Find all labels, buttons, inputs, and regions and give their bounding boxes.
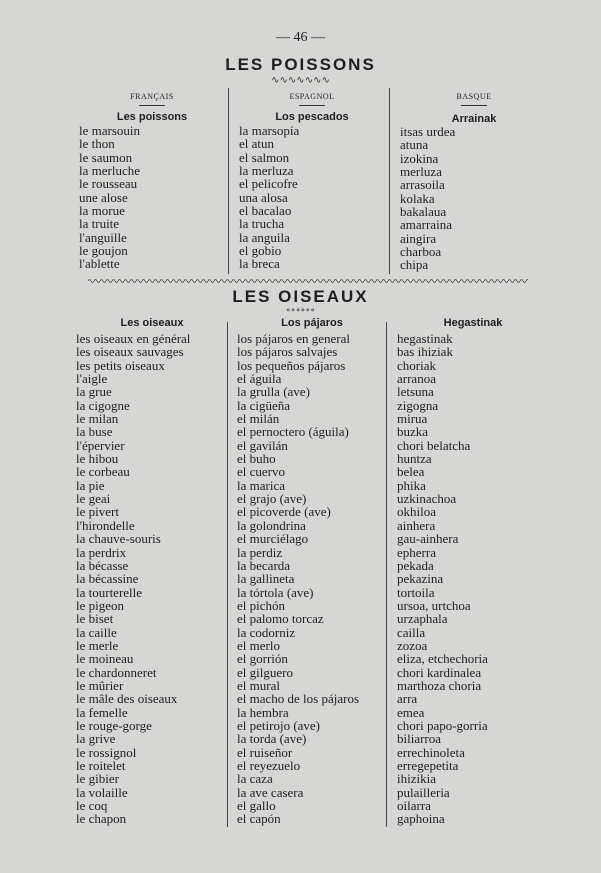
title-ornament: ∿∿∿∿∿∿∿ (271, 75, 330, 86)
list-item: okhiloa (397, 504, 436, 520)
list-item: l'aigle (76, 371, 108, 387)
list-item: chori kardinalea (397, 664, 482, 680)
list-item: le corbeau (76, 464, 130, 480)
birds-heading-french: Les oiseaux (120, 317, 184, 329)
list-item: la bécassine (76, 571, 139, 587)
list-item: la grue (76, 384, 112, 400)
list-item: ursoa, urtchoa (397, 597, 471, 613)
list-item: le moineau (76, 651, 134, 667)
list-item: kolaka (400, 190, 435, 206)
section-divider-wave (88, 278, 528, 284)
fish-list-basque (400, 125, 455, 272)
list-item: eliza, etchechoria (397, 651, 488, 667)
list-item: la chauve-souris (76, 531, 161, 547)
list-item: la torda (ave) (237, 731, 307, 747)
list-item: la caille (76, 624, 117, 640)
list-item: l'hirondelle (76, 517, 135, 533)
list-item: el salmon (239, 149, 290, 165)
list-item: choriak (397, 357, 436, 373)
list-item: le pigeon (76, 597, 125, 613)
list-item: el cuervo (237, 464, 286, 480)
title-ornament: ∘∘∘∘∘∘ (285, 305, 316, 316)
list-item: le milan (76, 411, 119, 427)
list-item: los pájaros en general (237, 331, 350, 346)
list-item: le gibier (76, 771, 119, 787)
list-item: mirua (397, 411, 428, 427)
list-item: el merlo (237, 637, 280, 653)
list-item: el palomo torcaz (237, 611, 324, 627)
list-item: la becarda (237, 557, 291, 573)
list-item: biliarroa (397, 731, 442, 747)
list-item: la cigogne (76, 397, 130, 413)
list-item: la cigüeña (237, 397, 291, 413)
list-item: la trucha (239, 216, 285, 232)
list-item: la femelle (76, 704, 128, 720)
list-item: la marsopía (239, 123, 300, 138)
column-divider (386, 322, 387, 827)
list-item: le merle (76, 637, 119, 653)
list-item: la anguila (239, 229, 290, 245)
list-item: le geai (76, 491, 111, 507)
list-item: le coq (76, 798, 108, 814)
list-item: huntza (397, 451, 432, 467)
list-item: el bacalao (239, 203, 292, 219)
page-number: — 46 — (276, 30, 325, 45)
list-item: la truite (79, 216, 120, 232)
list-item: une alose (79, 189, 128, 205)
list-item: una alosa (239, 189, 288, 205)
list-item: merluza (400, 164, 442, 180)
list-item: la gallineta (237, 571, 295, 587)
list-item: le hibou (76, 451, 119, 467)
list-item: la grulla (ave) (237, 384, 310, 400)
list-item: la tórtola (ave) (237, 584, 314, 600)
list-item: le rouge-gorge (76, 717, 152, 733)
list-item: la caza (237, 771, 273, 787)
list-item: aingira (400, 230, 437, 246)
list-item: buzka (397, 424, 429, 440)
list-item: le marsouin (79, 123, 141, 138)
list-item: pulailleria (397, 784, 450, 800)
column-divider (227, 322, 228, 827)
list-item: gaphoina (397, 811, 445, 827)
list-item: emea (397, 704, 425, 720)
list-item: ihizikia (397, 771, 436, 787)
list-item: le rossignol (76, 744, 137, 760)
list-item: pekada (397, 557, 434, 573)
list-item: la morue (79, 203, 125, 219)
list-item: el capón (237, 811, 281, 827)
birds-list-spanish (237, 332, 359, 826)
list-item: el grajo (ave) (237, 491, 307, 507)
birds-list-french (76, 332, 190, 826)
list-item: charboa (400, 244, 442, 260)
birds-heading-spanish: Los pájaros (281, 317, 343, 329)
list-item: les oiseaux sauvages (76, 344, 184, 360)
fish-heading-spanish: Los pescados (275, 111, 349, 123)
list-item: les petits oiseaux (76, 357, 165, 373)
list-item: zigogna (397, 397, 439, 413)
list-item: la bécasse (76, 557, 129, 573)
list-item: le rousseau (79, 176, 138, 192)
column-divider (228, 88, 229, 274)
section-title-fish: LES POISSONS (225, 55, 376, 74)
list-item: belea (397, 464, 425, 480)
list-item: el atun (239, 136, 275, 152)
list-item: itsas urdea (400, 124, 456, 139)
list-item: le mâle des oiseaux (76, 691, 178, 707)
column-divider (389, 88, 390, 274)
list-item: el gallo (237, 798, 276, 814)
fish-heading-basque: Arrainak (451, 113, 497, 125)
list-item: gau-ainhera (397, 531, 459, 547)
list-item: la merluche (79, 163, 140, 179)
list-item: le saumon (79, 149, 133, 165)
list-item: el gorrión (237, 651, 288, 667)
list-item: el buho (237, 451, 276, 467)
list-item: el pernoctero (águila) (237, 424, 349, 440)
list-item: el milán (237, 411, 280, 427)
list-item: la ave casera (237, 784, 304, 800)
list-item: zozoa (397, 637, 428, 653)
list-item: oilarra (397, 798, 431, 814)
birds-heading-basque: Hegastinak (443, 317, 503, 329)
list-item: le biset (76, 611, 114, 627)
list-item: hegastinak (397, 331, 453, 346)
list-item: cailla (397, 624, 426, 640)
list-item: la merluza (239, 163, 294, 179)
list-item: pekazina (397, 571, 444, 587)
list-item: ainhera (397, 517, 436, 533)
list-item: la breca (239, 256, 280, 272)
list-item: amarraina (400, 217, 452, 233)
list-item: atuna (400, 137, 429, 153)
list-item: el gavilán (237, 437, 288, 453)
list-item: el petirojo (ave) (237, 717, 321, 733)
list-item: el murciélago (237, 531, 309, 547)
list-item: epherra (397, 544, 436, 560)
list-item: el picoverde (ave) (237, 504, 331, 520)
list-item: los pájaros salvajes (237, 344, 338, 360)
list-item: izokina (400, 150, 439, 166)
list-item: el pelicofre (239, 176, 298, 192)
list-item: erregepetita (397, 758, 459, 773)
list-item: les oiseaux en général (76, 331, 191, 346)
column-label-french: FRANÇAIS (82, 92, 222, 106)
column-label-spanish: ESPAGNOL (242, 92, 382, 106)
list-item: la buse (76, 424, 113, 440)
column-label-basque: BASQUE (404, 92, 544, 106)
list-item: bakalaua (400, 204, 447, 220)
list-item: chori papo-gorria (397, 717, 488, 733)
list-item: el reyezuelo (237, 758, 301, 773)
fish-list-french (79, 124, 140, 271)
list-item: le roitelet (76, 758, 126, 773)
list-item: bas ihiziak (397, 344, 453, 360)
list-item: el macho de los pájaros (237, 691, 360, 707)
list-item: el águila (237, 371, 282, 387)
list-item: arrasoila (400, 177, 445, 193)
list-item: phika (397, 477, 426, 493)
birds-list-basque (397, 332, 488, 826)
fish-list-spanish (239, 124, 299, 271)
list-item: la golondrina (237, 517, 306, 533)
list-item: el pichón (237, 597, 286, 613)
section-title-birds: LES OISEAUX (232, 287, 369, 306)
list-item: la codorniz (237, 624, 296, 640)
list-item: la grive (76, 731, 116, 747)
list-item: el mural (237, 677, 280, 693)
list-item: marthoza choria (397, 677, 482, 693)
list-item: l'anguille (79, 229, 127, 245)
list-item: el ruiseñor (237, 744, 293, 760)
list-item: los pequeños pájaros (237, 357, 346, 373)
list-item: la marica (237, 477, 285, 493)
list-item: la perdiz (237, 544, 283, 560)
list-item: la pie (76, 477, 105, 493)
list-item: tortoila (397, 584, 435, 600)
list-item: chipa (400, 257, 429, 273)
list-item: chori belatcha (397, 437, 471, 453)
list-item: letsuna (397, 384, 434, 400)
list-item: uzkinachoa (397, 491, 457, 507)
list-item: urzaphala (397, 611, 448, 627)
list-item: errechinoleta (397, 744, 465, 760)
list-item: la hembra (237, 704, 289, 720)
fish-heading-french: Les poissons (116, 111, 188, 123)
list-item: le thon (79, 136, 115, 152)
list-item: le chapon (76, 811, 127, 827)
list-item: le goujon (79, 243, 128, 259)
list-item: la tourterelle (76, 584, 143, 600)
list-item: l'épervier (76, 437, 125, 453)
list-item: arranoa (397, 371, 436, 387)
list-item: la perdrix (76, 544, 127, 560)
list-item: el gobio (239, 243, 282, 259)
list-item: le pivert (76, 504, 119, 520)
list-item: la volaille (76, 784, 128, 800)
list-item: l'ablette (79, 256, 120, 272)
list-item: arra (397, 691, 418, 707)
list-item: el gilguero (237, 664, 293, 680)
list-item: le mûrier (76, 677, 124, 693)
list-item: le chardonneret (76, 664, 157, 680)
